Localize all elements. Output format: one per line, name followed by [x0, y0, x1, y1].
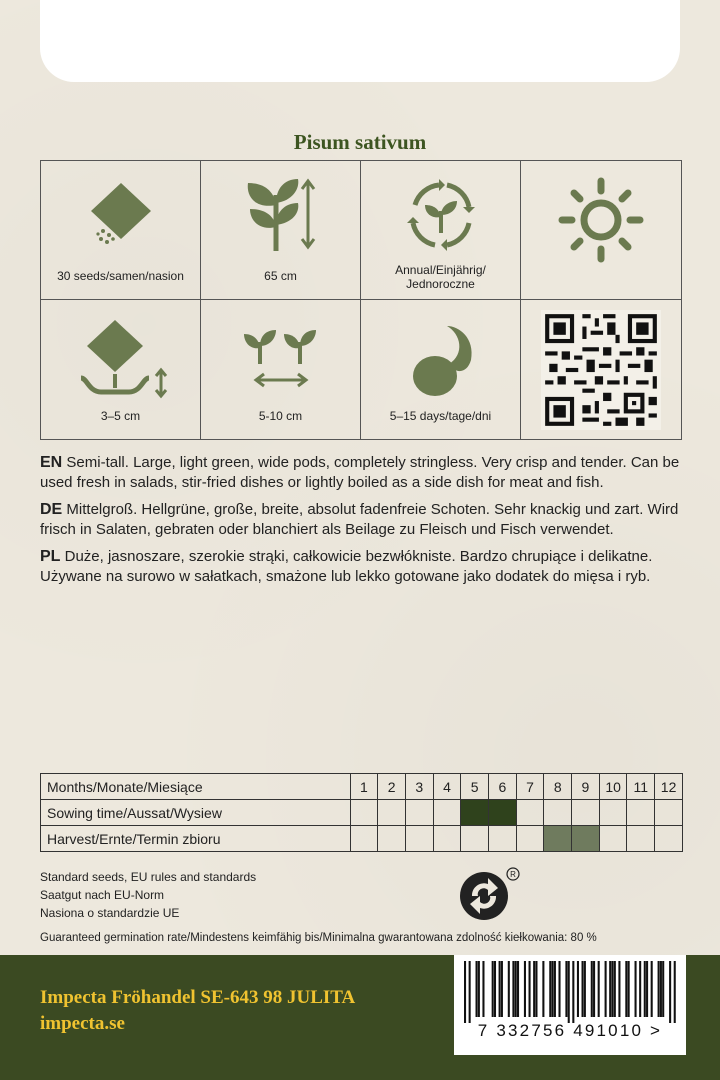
plant-spacing-icon [236, 314, 326, 394]
sowing-month-3 [405, 800, 433, 826]
harvest-month-7 [516, 826, 544, 852]
barcode-bar [535, 961, 537, 1017]
month-5: 5 [461, 774, 489, 800]
month-3: 3 [405, 774, 433, 800]
harvest-label: Harvest/Ernte/Termin zbioru [41, 826, 351, 852]
sun-icon [556, 175, 646, 265]
sowing-depth-icon [71, 314, 171, 404]
spacing-label: 5-10 cm [258, 409, 303, 423]
harvest-month-8 [544, 826, 572, 852]
company-website[interactable]: impecta.se [40, 1013, 125, 1034]
barcode-bar [572, 961, 574, 1023]
barcode-bar [469, 961, 471, 1023]
month-7: 7 [516, 774, 544, 800]
barcode-bar [674, 961, 676, 1023]
barcode-bars [464, 961, 676, 1023]
cell-germination [361, 300, 521, 439]
description-en [40, 453, 682, 492]
barcode-bar [558, 961, 560, 1017]
harvest-month-5 [461, 826, 489, 852]
barcode-bar [492, 961, 494, 1017]
cell-qr [521, 300, 681, 439]
months-row [41, 774, 683, 800]
lang-code-pl: PL [40, 548, 61, 565]
hang-cutout [40, 0, 680, 82]
month-1: 1 [350, 774, 378, 800]
month-11: 11 [627, 774, 655, 800]
barcode-bar [660, 961, 662, 1017]
description-de-text: Mittelgroß. Hellgrüne, große, breite, absolut fadenfreie Schoten. Sehr knackig und zart. Wird frisch in Salaten, gebraten oder blanchiert als Beilage zu Fleisch und Fisch verwendet. [40, 501, 679, 538]
sowing-month-4 [433, 800, 461, 826]
barcode-bar [533, 961, 535, 1017]
standard-line: Standard seeds, EU rules and standards [40, 870, 257, 884]
barcode-bar [598, 961, 600, 1017]
harvest-month-1 [350, 826, 378, 852]
sowing-month-1 [350, 800, 378, 826]
barcode-bar [568, 961, 570, 1023]
barcode-bar [662, 961, 664, 1017]
cell-depth [41, 300, 201, 439]
harvest-month-12 [655, 826, 683, 852]
sowing-month-10 [599, 800, 627, 826]
barcode-bar [644, 961, 646, 1017]
harvest-month-4 [433, 826, 461, 852]
standard-line: Saatgut nach EU-Norm [40, 888, 165, 902]
cell-sun [521, 161, 681, 300]
barcode-bar [639, 961, 641, 1017]
height-label: 65 cm [264, 269, 297, 283]
standards-text [40, 868, 256, 922]
barcode-bar [651, 961, 653, 1017]
barcode-bar [464, 961, 466, 1023]
harvest-month-6 [489, 826, 517, 852]
barcode-bar [605, 961, 607, 1017]
barcode-bar [542, 961, 544, 1017]
harvest-month-9 [572, 826, 600, 852]
barcode-bar [635, 961, 637, 1017]
barcode-bar [515, 961, 517, 1017]
description-pl [40, 547, 682, 586]
harvest-month-2 [378, 826, 406, 852]
month-9: 9 [572, 774, 600, 800]
growing-info-grid [40, 160, 682, 440]
species-title: Pisum sativum [293, 130, 427, 154]
sowing-month-7 [516, 800, 544, 826]
harvest-row [41, 826, 683, 852]
sowing-month-6 [489, 800, 517, 826]
green-dot-recycle-icon [458, 866, 522, 922]
description-en-text: Semi-tall. Large, light green, wide pods, completely stringless. Very crisp and tender. Can be used fresh in salads, stir-fried dishes or lightly boiled as a side dish for meat and fish. [40, 454, 680, 491]
sowing-month-11 [627, 800, 655, 826]
barcode-bar [554, 961, 556, 1017]
barcode-bar [614, 961, 616, 1017]
month-10: 10 [599, 774, 627, 800]
barcode-bar [625, 961, 627, 1017]
annual-cycle-icon [401, 175, 481, 255]
company-info [40, 985, 355, 1037]
depth-label: 3–5 cm [100, 409, 141, 423]
lang-code-de: DE [40, 501, 63, 518]
sowing-label: Sowing time/Aussat/Wysiew [41, 800, 351, 826]
plant-height-icon [236, 175, 326, 255]
months-label: Months/Monate/Miesiące [41, 774, 351, 800]
barcode-bar [593, 961, 595, 1017]
lang-code-en: EN [40, 454, 63, 471]
sowing-month-5 [461, 800, 489, 826]
barcode-bar [658, 961, 660, 1017]
cell-annual [361, 161, 521, 300]
sowing-month-9 [572, 800, 600, 826]
standard-line: Nasiona o standardzie UE [40, 906, 180, 920]
company-address: Impecta Fröhandel SE-643 98 JULITA [40, 987, 356, 1008]
barcode-bar [565, 961, 567, 1017]
germination-rate: Guaranteed germination rate/Mindestens keimfähig bis/Minimalna gwarantowana zdolność kiełkowania: 80 % [40, 932, 597, 944]
sowing-month-8 [544, 800, 572, 826]
harvest-month-3 [405, 826, 433, 852]
seeds-label: 30 seeds/samen/nasion [57, 269, 184, 283]
barcode-bar [499, 961, 501, 1017]
cell-seeds [41, 161, 201, 300]
month-12: 12 [655, 774, 683, 800]
qr-code-icon[interactable] [541, 310, 661, 430]
barcode-bar [476, 961, 478, 1017]
annual-label: Annual/Einjährig/ Jednoroczne [395, 263, 486, 291]
barcode-number: 7 332756 491010 > [477, 1021, 663, 1040]
barcode-bar [508, 961, 510, 1017]
descriptions [40, 453, 682, 594]
barcode-bar [611, 961, 613, 1017]
barcode-bar [512, 961, 514, 1017]
description-de [40, 500, 682, 539]
barcode-bar [552, 961, 554, 1017]
barcode-bar [582, 961, 584, 1017]
barcode [454, 955, 686, 1055]
barcode-bar [646, 961, 648, 1017]
barcode-bar [669, 961, 671, 1023]
barcode-bar [482, 961, 484, 1017]
barcode-bar [609, 961, 611, 1017]
barcode-bar [577, 961, 579, 1017]
barcode-bar [529, 961, 531, 1017]
sowing-row [41, 800, 683, 826]
barcode-bar [591, 961, 593, 1017]
cell-height [201, 161, 361, 300]
harvest-month-10 [599, 826, 627, 852]
month-6: 6 [489, 774, 517, 800]
sowing-month-12 [655, 800, 683, 826]
seeds-icon [81, 175, 161, 255]
barcode-bar [584, 961, 586, 1017]
description-pl-text: Duże, jasnoszare, szerokie strąki, całkowicie bezwłókniste. Bardzo chrupiące i delikatne. Używane na surowo w sałatkach, smażone lub lekko gotowane jako dodatek do mięsa i ryb. [40, 548, 653, 585]
sowing-month-2 [378, 800, 406, 826]
cell-spacing [201, 300, 361, 439]
germination-icon [401, 314, 481, 404]
barcode-bar [501, 961, 503, 1017]
barcode-bar [549, 961, 551, 1017]
month-2: 2 [378, 774, 406, 800]
sowing-calendar [40, 773, 683, 852]
svg-text:R: R [510, 870, 516, 879]
barcode-bar [628, 961, 630, 1017]
barcode-bar [478, 961, 480, 1017]
barcode-bar [524, 961, 526, 1017]
month-4: 4 [433, 774, 461, 800]
barcode-bar [618, 961, 620, 1017]
month-8: 8 [544, 774, 572, 800]
barcode-bar [494, 961, 496, 1017]
harvest-month-11 [627, 826, 655, 852]
barcode-bar [517, 961, 519, 1017]
germination-label: 5–15 days/tage/dni [389, 409, 492, 423]
